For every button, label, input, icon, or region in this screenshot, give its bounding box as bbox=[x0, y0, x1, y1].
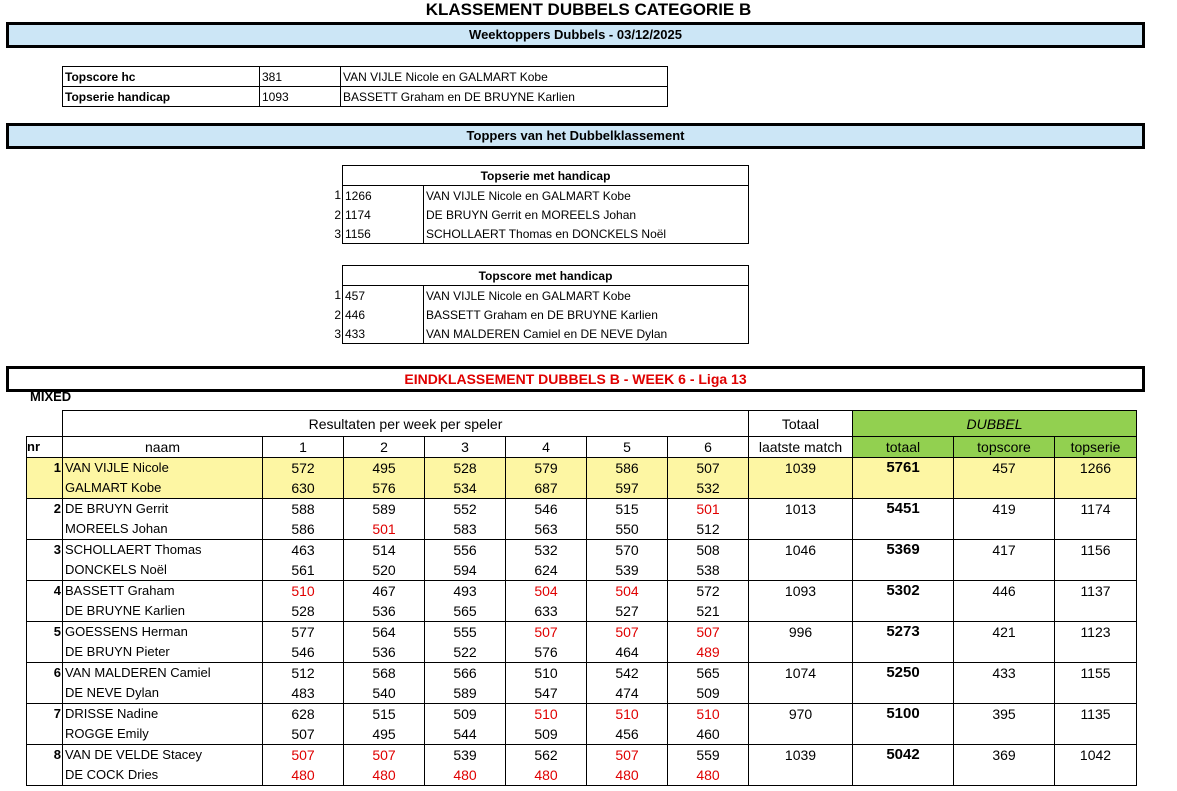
player-row bbox=[27, 663, 1137, 684]
player-row bbox=[27, 765, 1137, 786]
player-name: GOESSENS Herman bbox=[63, 622, 263, 643]
player-name: DE BRUYN Gerrit bbox=[63, 499, 263, 520]
player-name: MOREELS Johan bbox=[63, 519, 263, 540]
empty-cell bbox=[1055, 601, 1137, 622]
weektoppers-band: Weektoppers Dubbels - 03/12/2025 bbox=[6, 22, 1145, 48]
player-row bbox=[27, 519, 1137, 540]
week-score: 515 bbox=[587, 499, 668, 520]
week-score: 495 bbox=[344, 724, 425, 745]
week-header: 1 bbox=[263, 437, 344, 458]
week-score: 589 bbox=[425, 683, 506, 704]
team-totaal: 5273 bbox=[853, 622, 954, 643]
weektopper-names: BASSETT Graham en DE BRUYNE Karlien bbox=[341, 87, 668, 107]
results-header: Resultaten per week per speler bbox=[63, 411, 749, 437]
empty-cell bbox=[1055, 519, 1137, 540]
topscore-names: BASSETT Graham en DE BRUYNE Karlien bbox=[424, 305, 749, 324]
player-row bbox=[27, 683, 1137, 704]
team-topserie: 1155 bbox=[1055, 663, 1137, 684]
team-topserie: 1135 bbox=[1055, 704, 1137, 725]
empty-cell bbox=[1055, 683, 1137, 704]
rank-number-empty bbox=[27, 683, 63, 704]
empty-cell bbox=[749, 560, 853, 581]
empty-cell bbox=[853, 601, 954, 622]
week-score: 552 bbox=[425, 499, 506, 520]
week-score: 687 bbox=[506, 478, 587, 499]
team-topserie: 1174 bbox=[1055, 499, 1137, 520]
week-score: 539 bbox=[425, 745, 506, 766]
weektopper-names: VAN VIJLE Nicole en GALMART Kobe bbox=[341, 67, 668, 87]
topscore-value: 446 bbox=[343, 305, 424, 324]
week-score: 570 bbox=[587, 540, 668, 561]
rank-number-empty bbox=[27, 642, 63, 663]
player-name: VAN VIJLE Nicole bbox=[63, 458, 263, 479]
week-header: 4 bbox=[506, 437, 587, 458]
weektopper-value: 381 bbox=[260, 67, 341, 87]
player-name: SCHOLLAERT Thomas bbox=[63, 540, 263, 561]
week-score: 507 bbox=[668, 458, 749, 479]
topserie-value: 1266 bbox=[343, 186, 424, 206]
weektopper-row bbox=[63, 67, 668, 87]
week-score: 501 bbox=[344, 519, 425, 540]
weektopper-value: 1093 bbox=[260, 87, 341, 107]
week-score: 514 bbox=[344, 540, 425, 561]
week-header: 3 bbox=[425, 437, 506, 458]
week-score: 507 bbox=[587, 622, 668, 643]
week-score: 480 bbox=[425, 765, 506, 786]
rank-number-empty bbox=[27, 560, 63, 581]
week-score: 628 bbox=[263, 704, 344, 725]
week-score: 630 bbox=[263, 478, 344, 499]
rank-number: 7 bbox=[27, 704, 63, 725]
week-score: 467 bbox=[344, 581, 425, 602]
week-header: 6 bbox=[668, 437, 749, 458]
empty-cell bbox=[954, 560, 1055, 581]
team-topscore: 446 bbox=[954, 581, 1055, 602]
week-score: 589 bbox=[344, 499, 425, 520]
week-score: 509 bbox=[425, 704, 506, 725]
empty-cell bbox=[954, 724, 1055, 745]
week-score: 507 bbox=[587, 745, 668, 766]
rank: 1 bbox=[334, 288, 341, 303]
laatste-match: 1093 bbox=[749, 581, 853, 602]
empty-cell bbox=[749, 478, 853, 499]
topserie-table bbox=[325, 165, 749, 244]
rank-number: 2 bbox=[27, 499, 63, 520]
player-row bbox=[27, 745, 1137, 766]
topscore-title: Topscore met handicap bbox=[343, 266, 749, 286]
empty-cell bbox=[954, 765, 1055, 786]
week-score: 568 bbox=[344, 663, 425, 684]
totaal-col-header: totaal bbox=[853, 437, 954, 458]
rank-number: 6 bbox=[27, 663, 63, 684]
rank-number: 3 bbox=[27, 540, 63, 561]
team-topscore: 419 bbox=[954, 499, 1055, 520]
week-score: 522 bbox=[425, 642, 506, 663]
week-score: 510 bbox=[506, 704, 587, 725]
empty-cell bbox=[749, 724, 853, 745]
week-score: 586 bbox=[263, 519, 344, 540]
rank: 2 bbox=[334, 207, 341, 222]
player-name: VAN DE VELDE Stacey bbox=[63, 745, 263, 766]
week-score: 538 bbox=[668, 560, 749, 581]
week-score: 536 bbox=[344, 642, 425, 663]
week-score: 510 bbox=[263, 581, 344, 602]
empty-cell bbox=[853, 478, 954, 499]
week-score: 550 bbox=[587, 519, 668, 540]
rank-number: 1 bbox=[27, 458, 63, 479]
player-row bbox=[27, 540, 1137, 561]
week-score: 586 bbox=[587, 458, 668, 479]
empty-cell bbox=[954, 478, 1055, 499]
player-row bbox=[27, 642, 1137, 663]
week-score: 512 bbox=[668, 519, 749, 540]
toppers-band: Toppers van het Dubbelklassement bbox=[6, 123, 1145, 149]
ranking-table bbox=[26, 410, 1137, 786]
topserie-value: 1174 bbox=[343, 205, 424, 224]
team-totaal: 5100 bbox=[853, 704, 954, 725]
week-score: 546 bbox=[506, 499, 587, 520]
player-name: DE COCK Dries bbox=[63, 765, 263, 786]
topserie-names: SCHOLLAERT Thomas en DONCKELS Noël bbox=[424, 224, 749, 244]
empty-cell bbox=[749, 601, 853, 622]
player-name: DE NEVE Dylan bbox=[63, 683, 263, 704]
week-score: 501 bbox=[668, 499, 749, 520]
week-score: 559 bbox=[668, 745, 749, 766]
player-name: GALMART Kobe bbox=[63, 478, 263, 499]
empty-cell bbox=[954, 642, 1055, 663]
empty-cell bbox=[749, 683, 853, 704]
team-topserie: 1137 bbox=[1055, 581, 1137, 602]
weektoppers-table bbox=[62, 66, 668, 107]
week-score: 504 bbox=[587, 581, 668, 602]
empty-cell bbox=[1055, 478, 1137, 499]
week-score: 546 bbox=[263, 642, 344, 663]
week-score: 532 bbox=[668, 478, 749, 499]
week-score: 510 bbox=[506, 663, 587, 684]
week-score: 561 bbox=[263, 560, 344, 581]
week-score: 510 bbox=[587, 704, 668, 725]
week-score: 507 bbox=[344, 745, 425, 766]
rank-number: 8 bbox=[27, 745, 63, 766]
team-topserie: 1042 bbox=[1055, 745, 1137, 766]
topscore-table bbox=[325, 265, 749, 344]
player-name: DRISSE Nadine bbox=[63, 704, 263, 725]
week-header: 5 bbox=[587, 437, 668, 458]
empty-cell bbox=[749, 642, 853, 663]
week-score: 480 bbox=[263, 765, 344, 786]
player-row bbox=[27, 704, 1137, 725]
team-topscore: 395 bbox=[954, 704, 1055, 725]
team-totaal: 5302 bbox=[853, 581, 954, 602]
player-row bbox=[27, 581, 1137, 602]
week-score: 594 bbox=[425, 560, 506, 581]
laatste-match: 1039 bbox=[749, 745, 853, 766]
week-score: 556 bbox=[425, 540, 506, 561]
topserie-value: 1156 bbox=[343, 224, 424, 244]
player-name: DE BRUYN Pieter bbox=[63, 642, 263, 663]
player-name: DONCKELS Noël bbox=[63, 560, 263, 581]
week-score: 521 bbox=[668, 601, 749, 622]
empty-cell bbox=[1055, 642, 1137, 663]
player-row bbox=[27, 458, 1137, 479]
week-score: 483 bbox=[263, 683, 344, 704]
week-score: 515 bbox=[344, 704, 425, 725]
week-score: 566 bbox=[425, 663, 506, 684]
week-score: 509 bbox=[506, 724, 587, 745]
week-score: 528 bbox=[263, 601, 344, 622]
eindklassement-band: EINDKLASSEMENT DUBBELS B - WEEK 6 - Liga 13 bbox=[6, 366, 1145, 392]
rank-number-empty bbox=[27, 519, 63, 540]
player-name: VAN MALDEREN Camiel bbox=[63, 663, 263, 684]
topserie-names: DE BRUYN Gerrit en MOREELS Johan bbox=[424, 205, 749, 224]
page-title: KLASSEMENT DUBBELS CATEGORIE B bbox=[425, 0, 752, 19]
week-score: 508 bbox=[668, 540, 749, 561]
player-row bbox=[27, 499, 1137, 520]
week-score: 540 bbox=[344, 683, 425, 704]
week-score: 565 bbox=[425, 601, 506, 622]
week-score: 504 bbox=[506, 581, 587, 602]
week-score: 528 bbox=[425, 458, 506, 479]
topscore-header: topscore bbox=[954, 437, 1055, 458]
weektopper-row bbox=[63, 87, 668, 107]
week-score: 520 bbox=[344, 560, 425, 581]
player-row bbox=[27, 601, 1137, 622]
week-score: 576 bbox=[506, 642, 587, 663]
team-totaal: 5369 bbox=[853, 540, 954, 561]
week-score: 539 bbox=[587, 560, 668, 581]
empty-cell bbox=[1055, 765, 1137, 786]
player-row bbox=[27, 622, 1137, 643]
empty-cell bbox=[853, 560, 954, 581]
team-totaal: 5451 bbox=[853, 499, 954, 520]
laatste-match: 996 bbox=[749, 622, 853, 643]
player-row bbox=[27, 560, 1137, 581]
week-score: 624 bbox=[506, 560, 587, 581]
week-score: 536 bbox=[344, 601, 425, 622]
empty-cell bbox=[954, 519, 1055, 540]
week-score: 547 bbox=[506, 683, 587, 704]
team-topserie: 1123 bbox=[1055, 622, 1137, 643]
player-row bbox=[27, 724, 1137, 745]
week-score: 527 bbox=[587, 601, 668, 622]
team-topscore: 369 bbox=[954, 745, 1055, 766]
mixed-label: MIXED bbox=[30, 389, 72, 404]
empty-cell bbox=[1055, 724, 1137, 745]
week-score: 507 bbox=[668, 622, 749, 643]
laatste-header: laatste match bbox=[749, 437, 853, 458]
rank-number: 5 bbox=[27, 622, 63, 643]
week-score: 563 bbox=[506, 519, 587, 540]
week-score: 542 bbox=[587, 663, 668, 684]
naam-header: naam bbox=[63, 437, 263, 458]
empty-cell bbox=[954, 601, 1055, 622]
dubbel-header: DUBBEL bbox=[853, 411, 1137, 437]
player-name: BASSETT Graham bbox=[63, 581, 263, 602]
rank: 1 bbox=[334, 188, 341, 203]
week-score: 579 bbox=[506, 458, 587, 479]
nr-header: nr bbox=[27, 437, 63, 458]
week-score: 544 bbox=[425, 724, 506, 745]
week-score: 456 bbox=[587, 724, 668, 745]
week-score: 564 bbox=[344, 622, 425, 643]
empty-cell bbox=[853, 724, 954, 745]
laatste-match: 970 bbox=[749, 704, 853, 725]
week-score: 532 bbox=[506, 540, 587, 561]
empty-cell bbox=[853, 683, 954, 704]
empty-cell bbox=[749, 519, 853, 540]
week-score: 480 bbox=[344, 765, 425, 786]
week-score: 463 bbox=[263, 540, 344, 561]
week-score: 565 bbox=[668, 663, 749, 684]
empty-cell bbox=[853, 642, 954, 663]
topserie-names: VAN VIJLE Nicole en GALMART Kobe bbox=[424, 186, 749, 206]
player-name: DE BRUYNE Karlien bbox=[63, 601, 263, 622]
team-totaal: 5761 bbox=[853, 458, 954, 479]
totaal-header: Totaal bbox=[749, 411, 853, 437]
week-score: 572 bbox=[263, 458, 344, 479]
week-score: 460 bbox=[668, 724, 749, 745]
week-score: 507 bbox=[263, 724, 344, 745]
week-score: 577 bbox=[263, 622, 344, 643]
week-score: 534 bbox=[425, 478, 506, 499]
topserie-header: topserie bbox=[1055, 437, 1137, 458]
weektopper-label: Topscore hc bbox=[63, 67, 260, 87]
week-score: 562 bbox=[506, 745, 587, 766]
week-score: 588 bbox=[263, 499, 344, 520]
week-score: 572 bbox=[668, 581, 749, 602]
team-topscore: 457 bbox=[954, 458, 1055, 479]
topscore-value: 433 bbox=[343, 324, 424, 344]
team-topscore: 421 bbox=[954, 622, 1055, 643]
empty-cell bbox=[853, 765, 954, 786]
rank: 2 bbox=[334, 307, 341, 322]
week-score: 489 bbox=[668, 642, 749, 663]
topserie-title: Topserie met handicap bbox=[343, 166, 749, 186]
laatste-match: 1074 bbox=[749, 663, 853, 684]
rank-number-empty bbox=[27, 765, 63, 786]
week-score: 480 bbox=[506, 765, 587, 786]
team-topscore: 433 bbox=[954, 663, 1055, 684]
team-totaal: 5042 bbox=[853, 745, 954, 766]
week-score: 583 bbox=[425, 519, 506, 540]
player-row bbox=[27, 478, 1137, 499]
week-score: 480 bbox=[668, 765, 749, 786]
laatste-match: 1039 bbox=[749, 458, 853, 479]
week-score: 507 bbox=[263, 745, 344, 766]
team-topserie: 1156 bbox=[1055, 540, 1137, 561]
rank: 3 bbox=[334, 326, 341, 341]
rank: 3 bbox=[334, 226, 341, 241]
rank-number: 4 bbox=[27, 581, 63, 602]
laatste-match: 1013 bbox=[749, 499, 853, 520]
rank-number-empty bbox=[27, 724, 63, 745]
team-topserie: 1266 bbox=[1055, 458, 1137, 479]
week-score: 474 bbox=[587, 683, 668, 704]
week-score: 507 bbox=[506, 622, 587, 643]
empty-cell bbox=[1055, 560, 1137, 581]
week-score: 493 bbox=[425, 581, 506, 602]
weektopper-label: Topserie handicap bbox=[63, 87, 260, 107]
week-score: 509 bbox=[668, 683, 749, 704]
topscore-names: VAN VIJLE Nicole en GALMART Kobe bbox=[424, 286, 749, 306]
week-score: 464 bbox=[587, 642, 668, 663]
rank-number-empty bbox=[27, 601, 63, 622]
week-score: 510 bbox=[668, 704, 749, 725]
team-totaal: 5250 bbox=[853, 663, 954, 684]
week-score: 597 bbox=[587, 478, 668, 499]
team-topscore: 417 bbox=[954, 540, 1055, 561]
rank-number-empty bbox=[27, 478, 63, 499]
week-score: 576 bbox=[344, 478, 425, 499]
week-score: 555 bbox=[425, 622, 506, 643]
empty-cell bbox=[749, 765, 853, 786]
empty-cell bbox=[853, 519, 954, 540]
week-score: 480 bbox=[587, 765, 668, 786]
laatste-match: 1046 bbox=[749, 540, 853, 561]
empty-cell bbox=[954, 683, 1055, 704]
topscore-names: VAN MALDEREN Camiel en DE NEVE Dylan bbox=[424, 324, 749, 344]
week-score: 495 bbox=[344, 458, 425, 479]
week-header: 2 bbox=[344, 437, 425, 458]
topscore-value: 457 bbox=[343, 286, 424, 306]
player-name: ROGGE Emily bbox=[63, 724, 263, 745]
week-score: 512 bbox=[263, 663, 344, 684]
week-score: 633 bbox=[506, 601, 587, 622]
